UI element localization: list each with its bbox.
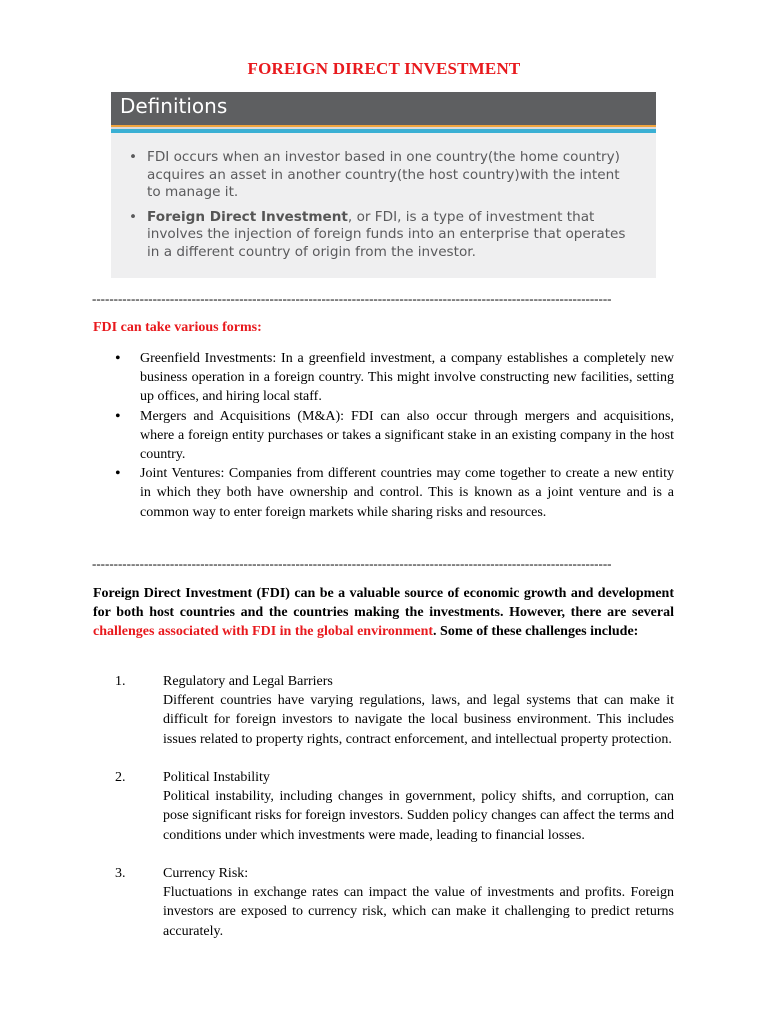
document-title: FOREIGN DIRECT INVESTMENT: [247, 59, 521, 78]
challenge-item: [93, 672, 674, 749]
challenge-text: Different countries have varying regulations, laws, and legal systems that can make it difficult for foreign investors to navigate the local business environment. This includes issues related to property rights, contract enforcement, and intellectual property protection.: [163, 693, 674, 747]
definitions-heading: Definitions: [120, 94, 228, 118]
challenge-title: Political Instability: [163, 770, 270, 785]
forms-list-item: • Mergers and Acquisitions (M&A): FDI can also occur through mergers and acquisitions, where a foreign entity purchases or takes a significant stake in an existing company in the host country.: [115, 407, 674, 465]
challenge-item: [93, 768, 674, 845]
divider-line: ------------------------------------------------------------------------------------------------------------------------: [92, 557, 612, 571]
challenge-text: Political instability, including changes in government, policy shifts, and corruption, can pose significant risks for foreign investors. Sudden policy changes can affect the terms and conditions under which investments were made, leading to financial losses.: [163, 789, 674, 843]
definition-item: • Foreign Direct Investment, or FDI, is a type of investment that involves the injection of foreign funds into an enterprise that operates in a different country of origin from the investor.: [129, 209, 629, 262]
blue-stripe: [111, 129, 656, 133]
challenges-highlight: challenges associated with FDI in the global environment: [93, 624, 434, 640]
challenge-number: 1.: [115, 674, 126, 689]
challenge-title: Currency Risk:: [163, 866, 249, 881]
divider-line: ------------------------------------------------------------------------------------------------------------------------: [92, 292, 612, 306]
definitions-header: [111, 92, 656, 125]
definitions-list: [129, 149, 629, 268]
challenges-list: [93, 672, 674, 960]
challenge-number: 2.: [115, 770, 126, 785]
forms-list: [115, 349, 674, 522]
challenge-number: 3.: [115, 866, 126, 881]
challenge-text: Fluctuations in exchange rates can impact the value of investments and profits. Foreign investors are exposed to currency risk, which can make it challenging to predict returns accurately.: [163, 885, 674, 939]
forms-list-item: • Greenfield Investments: In a greenfield investment, a company establishes a completely new business operation in a foreign country. This might involve constructing new facilities, setting up offices, and hiring local staff.: [115, 349, 674, 407]
intro-paragraph: Foreign Direct Investment (FDI) can be a valuable source of economic growth and development for both host countries and the countries making the investments. However, there are several challenges associated with FDI in the global environment. Some of these challenges include:: [93, 586, 674, 640]
definitions-slide-image: [111, 92, 656, 278]
forms-list-item: • Joint Ventures: Companies from different countries may come together to create a new entity in which they both have ownership and control. This is known as a joint venture and is a common way to enter foreign markets while sharing risks and resources.: [115, 464, 674, 522]
challenge-item: [93, 864, 674, 941]
forms-heading: FDI can take various forms:: [93, 320, 262, 335]
definition-item: • FDI occurs when an investor based in one country(the home country) acquires an asset in another country(the host country)with the intent to manage it.: [129, 149, 629, 202]
challenge-title: Regulatory and Legal Barriers: [163, 674, 333, 689]
